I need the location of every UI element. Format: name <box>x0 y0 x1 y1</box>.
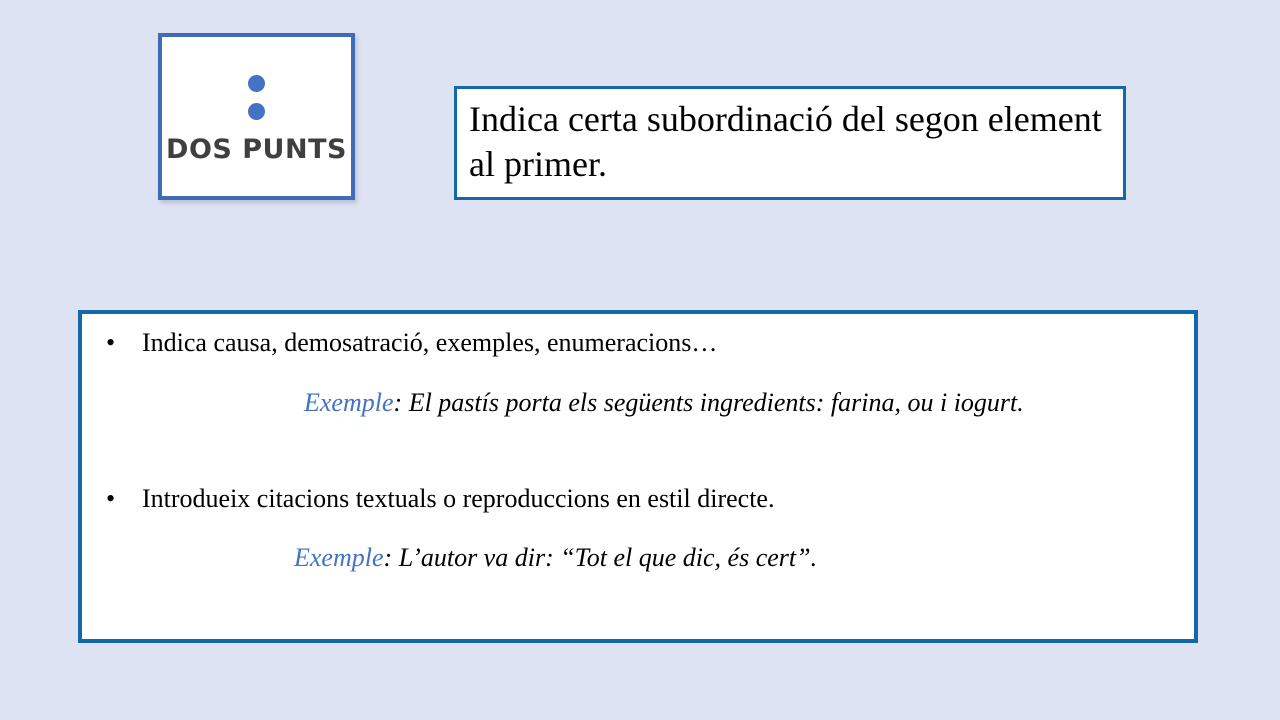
content-box <box>78 310 1198 643</box>
bullet-icon: • <box>106 328 116 357</box>
list-item-label: Introdueix citacions textuals o reproduccions en estil directe. <box>142 483 775 513</box>
colon-dot-lower-icon <box>248 103 265 120</box>
example-label: Exemple <box>304 387 394 417</box>
page-title: Indica certa subordinació del segon element al primer. <box>469 99 1102 185</box>
dos-punts-logo-card <box>158 33 355 200</box>
list-item-label: Indica causa, demosatració, exemples, enumeracions… <box>142 328 718 357</box>
example-line <box>96 386 1180 420</box>
list-item <box>96 482 1180 516</box>
colon-dots-icon <box>248 75 265 120</box>
example-line <box>96 541 1180 575</box>
bullet-icon: • <box>106 483 116 513</box>
example-separator: : <box>383 543 399 573</box>
example-text: L’autor va dir: “Tot el que dic, és cert”. <box>398 543 818 573</box>
logo-label: DOS PUNTS <box>166 133 347 165</box>
example-text: El pastís porta els següents ingredients: farina, ou i iogurt. <box>408 387 1024 417</box>
list-item <box>96 326 1180 360</box>
example-separator: : <box>393 387 409 417</box>
example-label: Exemple <box>294 543 384 573</box>
colon-dot-upper-icon <box>248 75 265 92</box>
title-box <box>454 86 1126 200</box>
